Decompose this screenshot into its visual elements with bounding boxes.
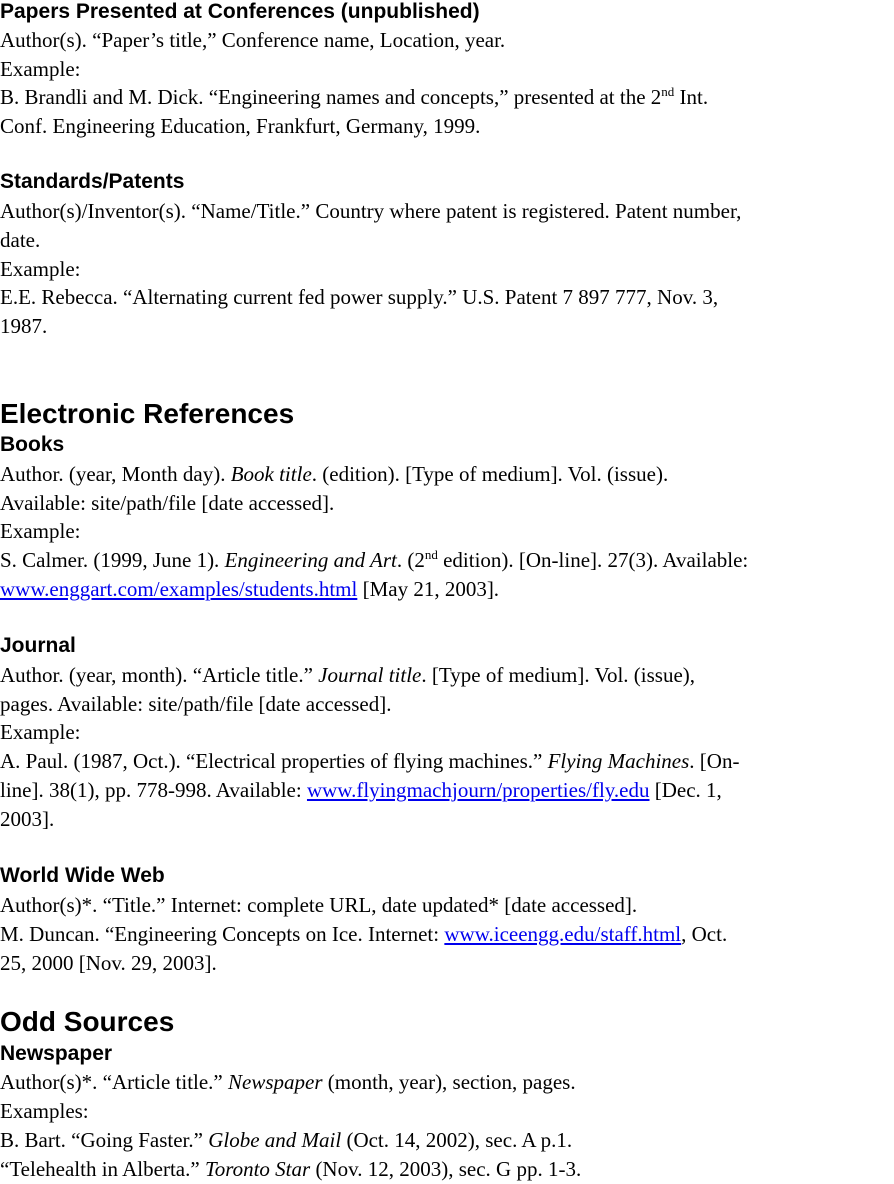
journal-heading: Journal	[0, 634, 76, 657]
books-example-link[interactable]: www.enggart.com/examples/students.html	[0, 577, 358, 601]
examples-label: Examples:	[0, 1099, 89, 1123]
example-label: Example:	[0, 720, 81, 744]
newspaper-example-line: “Telehealth in Alberta.” Toronto Star (Nov. 12, 2003), sec. G pp. 1-3.	[0, 1157, 582, 1181]
conference-example-line: Conf. Engineering Education, Frankfurt, Germany, 1999.	[0, 114, 481, 138]
example-label: Example:	[0, 257, 81, 281]
journal-example-line: line]. 38(1), pp. 778-998. Available: www.flyingmachjourn/properties/fly.edu [Dec. 1,	[0, 778, 722, 802]
conference-example-line: B. Brandli and M. Dick. “Engineering names and concepts,” presented at the 2nd Int.	[0, 84, 709, 109]
www-example-link[interactable]: www.iceengg.edu/staff.html	[444, 922, 682, 946]
patents-example-line: 1987.	[0, 314, 48, 338]
patents-format: date.	[0, 228, 41, 252]
books-format: Available: site/path/file [date accessed].	[0, 491, 335, 515]
example-label: Example:	[0, 519, 81, 543]
journal-example-link[interactable]: www.flyingmachjourn/properties/fly.edu	[306, 778, 650, 802]
patents-format: Author(s)/Inventor(s). “Name/Title.” Country where patent is registered. Patent number,	[0, 199, 742, 223]
newspaper-heading: Newspaper	[0, 1042, 113, 1065]
odd-sources-heading: Odd Sources	[0, 1006, 175, 1037]
newspaper-format: Author(s)*. “Article title.” Newspaper (month, year), section, pages.	[0, 1070, 576, 1094]
www-example-line: M. Duncan. “Engineering Concepts on Ice. Internet: www.iceengg.edu/staff.html, Oct.	[0, 922, 728, 946]
journal-example-line: A. Paul. (1987, Oct.). “Electrical properties of flying machines.” Flying Machines. [On-	[0, 749, 740, 773]
journal-format: pages. Available: site/path/file [date accessed].	[0, 692, 392, 716]
patents-heading: Standards/Patents	[0, 170, 185, 193]
electronic-references-heading: Electronic References	[0, 398, 295, 429]
www-example-line: 25, 2000 [Nov. 29, 2003].	[0, 951, 217, 975]
www-heading: World Wide Web	[0, 864, 165, 887]
example-label: Example:	[0, 57, 81, 81]
journal-example-line: 2003].	[0, 807, 55, 831]
patents-example-line: E.E. Rebecca. “Alternating current fed power supply.” U.S. Patent 7 897 777, Nov. 3,	[0, 285, 719, 309]
books-example-line: S. Calmer. (1999, June 1). Engineering and Art. (2nd edition). [On-line]. 27(3). Available:	[0, 547, 749, 572]
books-example-line: www.enggart.com/examples/students.html [May 21, 2003].	[0, 577, 500, 601]
books-format: Author. (year, Month day). Book title. (edition). [Type of medium]. Vol. (issue).	[0, 462, 669, 486]
conference-format: Author(s). “Paper’s title,” Conference name, Location, year.	[0, 28, 506, 52]
www-format: Author(s)*. “Title.” Internet: complete URL, date updated* [date accessed].	[0, 893, 638, 917]
newspaper-example-line: B. Bart. “Going Faster.” Globe and Mail (Oct. 14, 2002), sec. A p.1.	[0, 1128, 573, 1152]
books-heading: Books	[0, 433, 65, 456]
journal-format: Author. (year, month). “Article title.” Journal title. [Type of medium]. Vol. (issue),	[0, 663, 696, 687]
conference-papers-heading: Papers Presented at Conferences (unpublished)	[0, 0, 480, 23]
